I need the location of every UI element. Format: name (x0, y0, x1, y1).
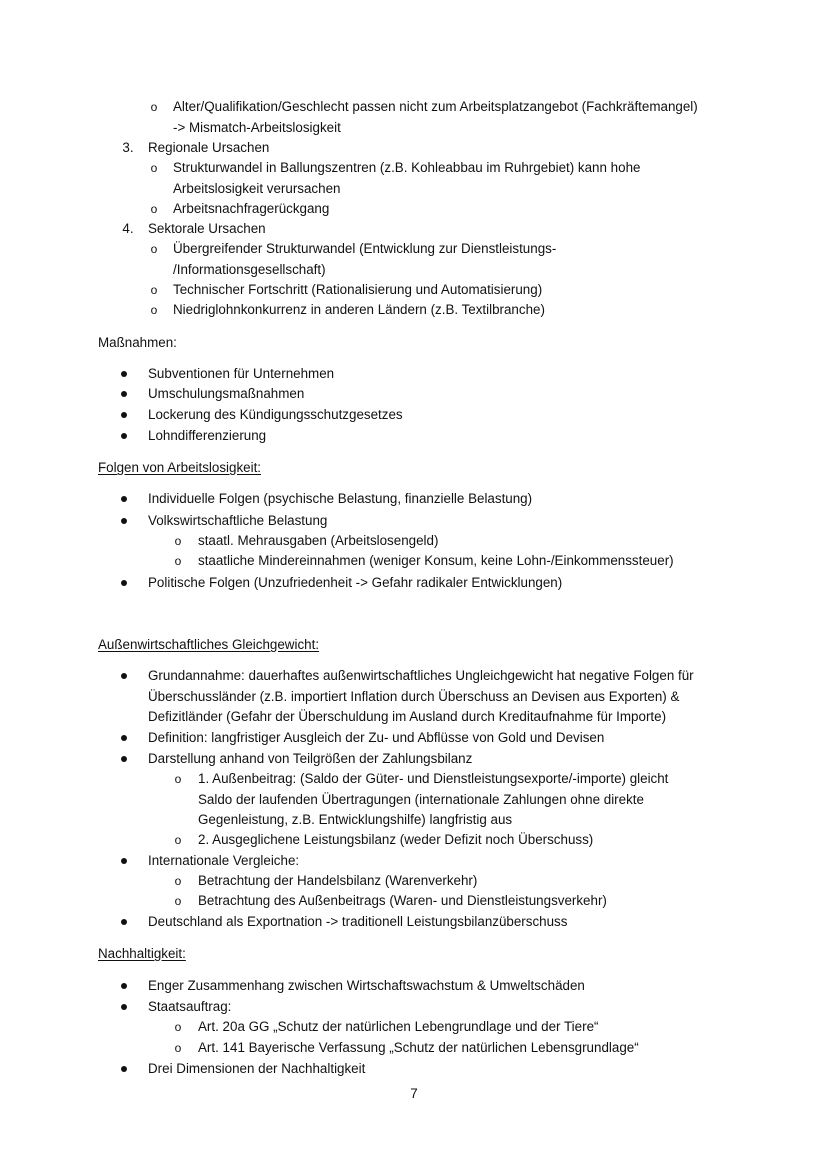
bullet-icon (121, 580, 127, 586)
list-item: 1. Außenbeitrag: (Saldo der Güter- und Dienstleistungsexporte/-importe) gleicht (198, 771, 669, 786)
circle-bullet-icon: o (150, 303, 158, 317)
bullet-icon (121, 983, 127, 989)
list-item-continuation: Defizitländer (Gefahr der Überschuldung im Ausland durch Kreditaufnahme für Importe) (148, 709, 667, 724)
list-item: Staatsauftrag: (148, 999, 232, 1014)
list-item: Niedriglohnkonkurrenz in anderen Ländern (z.B. Textilbranche) (173, 302, 545, 317)
circle-bullet-icon: o (174, 894, 182, 908)
circle-bullet-icon: o (150, 202, 158, 216)
list-item: Internationale Vergleiche: (148, 853, 300, 868)
bullet-icon (121, 391, 127, 397)
list-item: Alter/Qualifikation/Geschlecht passen nicht zum Arbeitsplatzangebot (Fachkräftemangel) (173, 99, 698, 114)
list-item: Umschulungsmaßnahmen (148, 386, 305, 401)
circle-bullet-icon: o (174, 874, 182, 888)
list-item: Individuelle Folgen (psychische Belastung, finanzielle Belastung) (148, 491, 533, 506)
list-item: Politische Folgen (Unzufriedenheit -> Gefahr radikaler Entwicklungen) (148, 575, 563, 590)
bullet-icon (121, 371, 127, 377)
bullet-icon (121, 919, 127, 925)
section-heading-massnahmen: Maßnahmen: (98, 335, 177, 350)
circle-bullet-icon: o (150, 242, 158, 256)
list-item: Grundannahme: dauerhaftes außenwirtschaftliches Ungleichgewicht hat negative Folgen für (148, 668, 694, 683)
circle-bullet-icon: o (150, 283, 158, 297)
bullet-icon (121, 496, 127, 502)
bullet-icon (121, 1066, 127, 1072)
page-number: 7 (410, 1086, 418, 1101)
bullet-icon (121, 433, 127, 439)
circle-bullet-icon: o (174, 833, 182, 847)
list-item: Technischer Fortschritt (Rationalisierung und Automatisierung) (173, 282, 543, 297)
list-item: Deutschland als Exportnation -> traditionell Leistungsbilanzüberschuss (148, 914, 568, 929)
bullet-icon (121, 858, 127, 864)
list-item: staatl. Mehrausgaben (Arbeitslosengeld) (198, 533, 439, 548)
list-item: Sektorale Ursachen (148, 221, 266, 236)
circle-bullet-icon: o (174, 554, 182, 568)
list-item: Lockerung des Kündigungsschutzgesetzes (148, 407, 403, 422)
list-item: Definition: langfristiger Ausgleich der Zu- und Abflüsse von Gold und Devisen (148, 730, 605, 745)
list-item-continuation: -> Mismatch-Arbeitslosigkeit (173, 120, 341, 135)
list-item-continuation: Arbeitslosigkeit verursachen (173, 181, 341, 196)
list-item: 2. Ausgeglichene Leistungsbilanz (weder Defizit noch Überschuss) (198, 832, 594, 847)
bullet-icon (121, 1004, 127, 1010)
bullet-icon (121, 412, 127, 418)
list-item: staatliche Mindereinnahmen (weniger Konsum, keine Lohn-/Einkommenssteuer) (198, 553, 674, 568)
list-item: Volkswirtschaftliche Belastung (148, 513, 328, 528)
list-item-continuation: Saldo der laufenden Übertragungen (internationale Zahlungen ohne direkte (198, 792, 644, 807)
list-item: Arbeitsnachfragerückgang (173, 201, 330, 216)
list-item: Lohndifferenzierung (148, 428, 267, 443)
list-item: Art. 20a GG „Schutz der natürlichen Lebengrundlage und der Tiere“ (198, 1019, 599, 1034)
bullet-icon (121, 518, 127, 524)
list-item: Enger Zusammenhang zwischen Wirtschaftswachstum & Umweltschäden (148, 978, 585, 993)
circle-bullet-icon: o (174, 1041, 182, 1055)
bullet-icon (121, 673, 127, 679)
list-item: Regionale Ursachen (148, 140, 270, 155)
list-item: Betrachtung des Außenbeitrags (Waren- und Dienstleistungsverkehr) (198, 893, 607, 908)
list-item: Übergreifender Strukturwandel (Entwicklung zur Dienstleistungs- (173, 241, 557, 256)
section-heading-folgen: Folgen von Arbeitslosigkeit: (98, 460, 262, 475)
section-heading-aussenwirtschaft: Außenwirtschaftliches Gleichgewicht: (98, 637, 320, 652)
circle-bullet-icon: o (174, 772, 182, 786)
circle-bullet-icon: o (174, 1020, 182, 1034)
list-item: Betrachtung der Handelsbilanz (Warenverkehr) (198, 873, 478, 888)
circle-bullet-icon: o (174, 534, 182, 548)
list-item: Subventionen für Unternehmen (148, 366, 335, 381)
list-item: Drei Dimensionen der Nachhaltigkeit (148, 1061, 366, 1076)
circle-bullet-icon: o (150, 161, 158, 175)
list-item-continuation: /Informationsgesellschaft) (173, 262, 326, 277)
list-item: Darstellung anhand von Teilgrößen der Zahlungsbilanz (148, 751, 473, 766)
bullet-icon (121, 756, 127, 762)
circle-bullet-icon: o (150, 100, 158, 114)
list-number: 4. (122, 221, 134, 236)
section-heading-nachhaltigkeit: Nachhaltigkeit: (98, 946, 186, 961)
list-item: Strukturwandel in Ballungszentren (z.B. Kohleabbau im Ruhrgebiet) kann hohe (173, 160, 641, 175)
list-item-continuation: Gegenleistung, z.B. Entwicklungshilfe) langfristig aus (198, 812, 513, 827)
list-number: 3. (122, 140, 134, 155)
bullet-icon (121, 735, 127, 741)
list-item: Art. 141 Bayerische Verfassung „Schutz der natürlichen Lebensgrundlage“ (198, 1040, 639, 1055)
list-item-continuation: Überschussländer (z.B. importiert Inflation durch Überschuss an Devisen aus Exporten) & (148, 689, 680, 704)
